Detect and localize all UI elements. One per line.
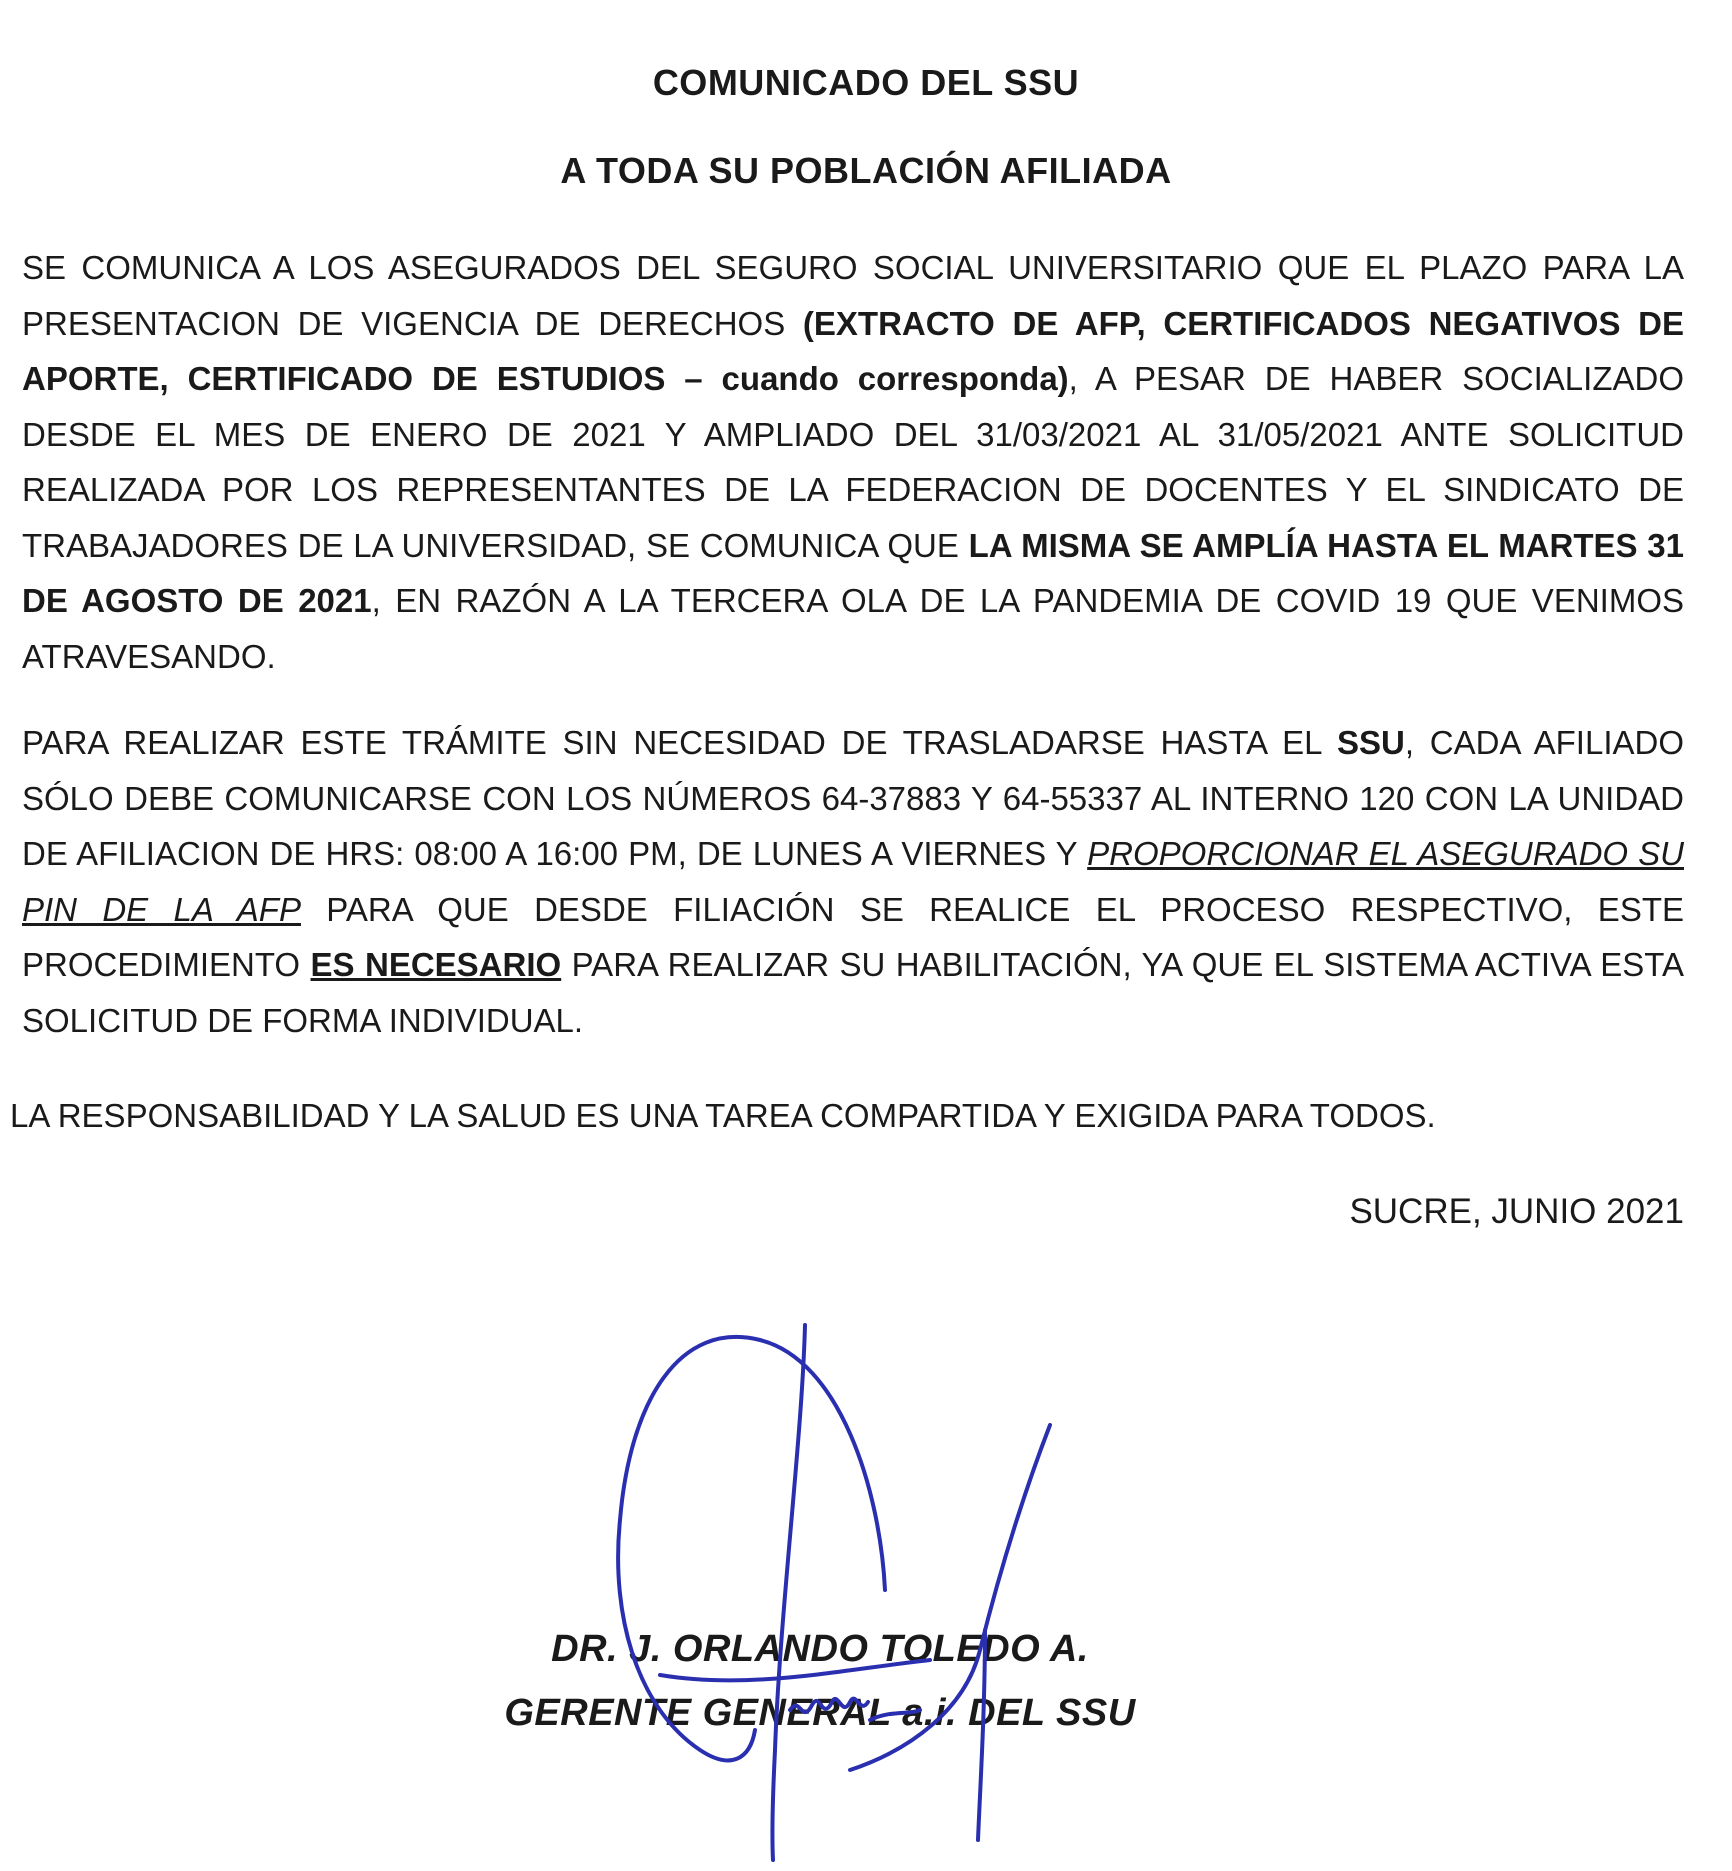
handwritten-signature	[580, 1190, 1100, 1870]
p1-text-2: , A PESAR DE HABER SOCIALIZADO DESDE EL MES DE ENERO DE 2021 Y AMPLIADO DEL 31/03/2021 AL 31/05/2021 ANTE SOLICITUD REALIZADA POR LOS REPRESENTANTES DE LA FEDERACION DE DOCENTES Y EL SINDICATO DE TRABAJADORES DE LA UNIVERSIDAD, SE COMUNICA QUE	[22, 360, 1685, 564]
p1-required-documents: (EXTRACTO DE AFP, CERTIFICADOS NEGATIVOS DE APORTE, CERTIFICADO DE ESTUDIOS – cuando corresponda)	[22, 304, 1684, 397]
p2-text-1: PARA REALIZAR ESTE TRÁMITE SIN NECESIDAD DE TRASLADARSE HASTA EL	[22, 724, 1337, 761]
signatory-name: DR. J. ORLANDO TOLEDO A.	[551, 1628, 1089, 1670]
paragraph-procedure	[22, 715, 1684, 1048]
p2-ssu: SSU	[1337, 724, 1405, 761]
p1-text-3: , EN RAZÓN A LA TERCERA OLA DE LA PANDEMIA DE COVID 19 QUE VENIMOS ATRAVESANDO.	[22, 582, 1684, 675]
p2-pin-instruction: PROPORCIONAR EL ASEGURADO SU PIN DE LA AFP	[22, 835, 1684, 928]
p1-text-1: SE COMUNICA A LOS ASEGURADOS DEL SEGURO SOCIAL UNIVERSITARIO QUE EL PLAZO PARA LA PRESENTACION DE VIGENCIA DE DERECHOS	[22, 249, 1684, 342]
document-title: COMUNICADO DEL SSU	[652, 62, 1080, 103]
place-date: SUCRE, JUNIO 2021	[1349, 1192, 1684, 1231]
p2-text-2: , CADA AFILIADO SÓLO DEBE COMUNICARSE CON LOS NÚMEROS 64-37883 Y 64-55337 AL INTERNO 120 CON LA UNIDAD DE AFILIACION DE HRS: 08:00 A 16:00 PM, DE LUNES A VIERNES Y	[22, 724, 1685, 872]
p2-text-3: PARA QUE DESDE FILIACIÓN SE REALICE EL PROCESO RESPECTIVO, ESTE PROCEDIMIENTO	[22, 890, 1684, 983]
document-subtitle: A TODA SU POBLACIÓN AFILIADA	[560, 150, 1172, 191]
p2-text-4: PARA REALIZAR SU HABILITACIÓN, YA QUE EL SISTEMA ACTIVA ESTA SOLICITUD DE FORMA INDIVIDUAL.	[22, 946, 1684, 1039]
p2-necessary: ES NECESARIO	[310, 946, 562, 983]
paragraph-responsibility: LA RESPONSABILIDAD Y LA SALUD ES UNA TAREA COMPARTIDA Y EXIGIDA PARA TODOS.	[10, 1097, 1436, 1134]
p1-new-deadline: LA MISMA SE AMPLÍA HASTA EL MARTES 31 DE AGOSTO DE 2021	[22, 526, 1684, 619]
paragraph-deadline-extension	[22, 240, 1684, 684]
signatory-role: GERENTE GENERAL a.i. DEL SSU	[504, 1692, 1136, 1734]
